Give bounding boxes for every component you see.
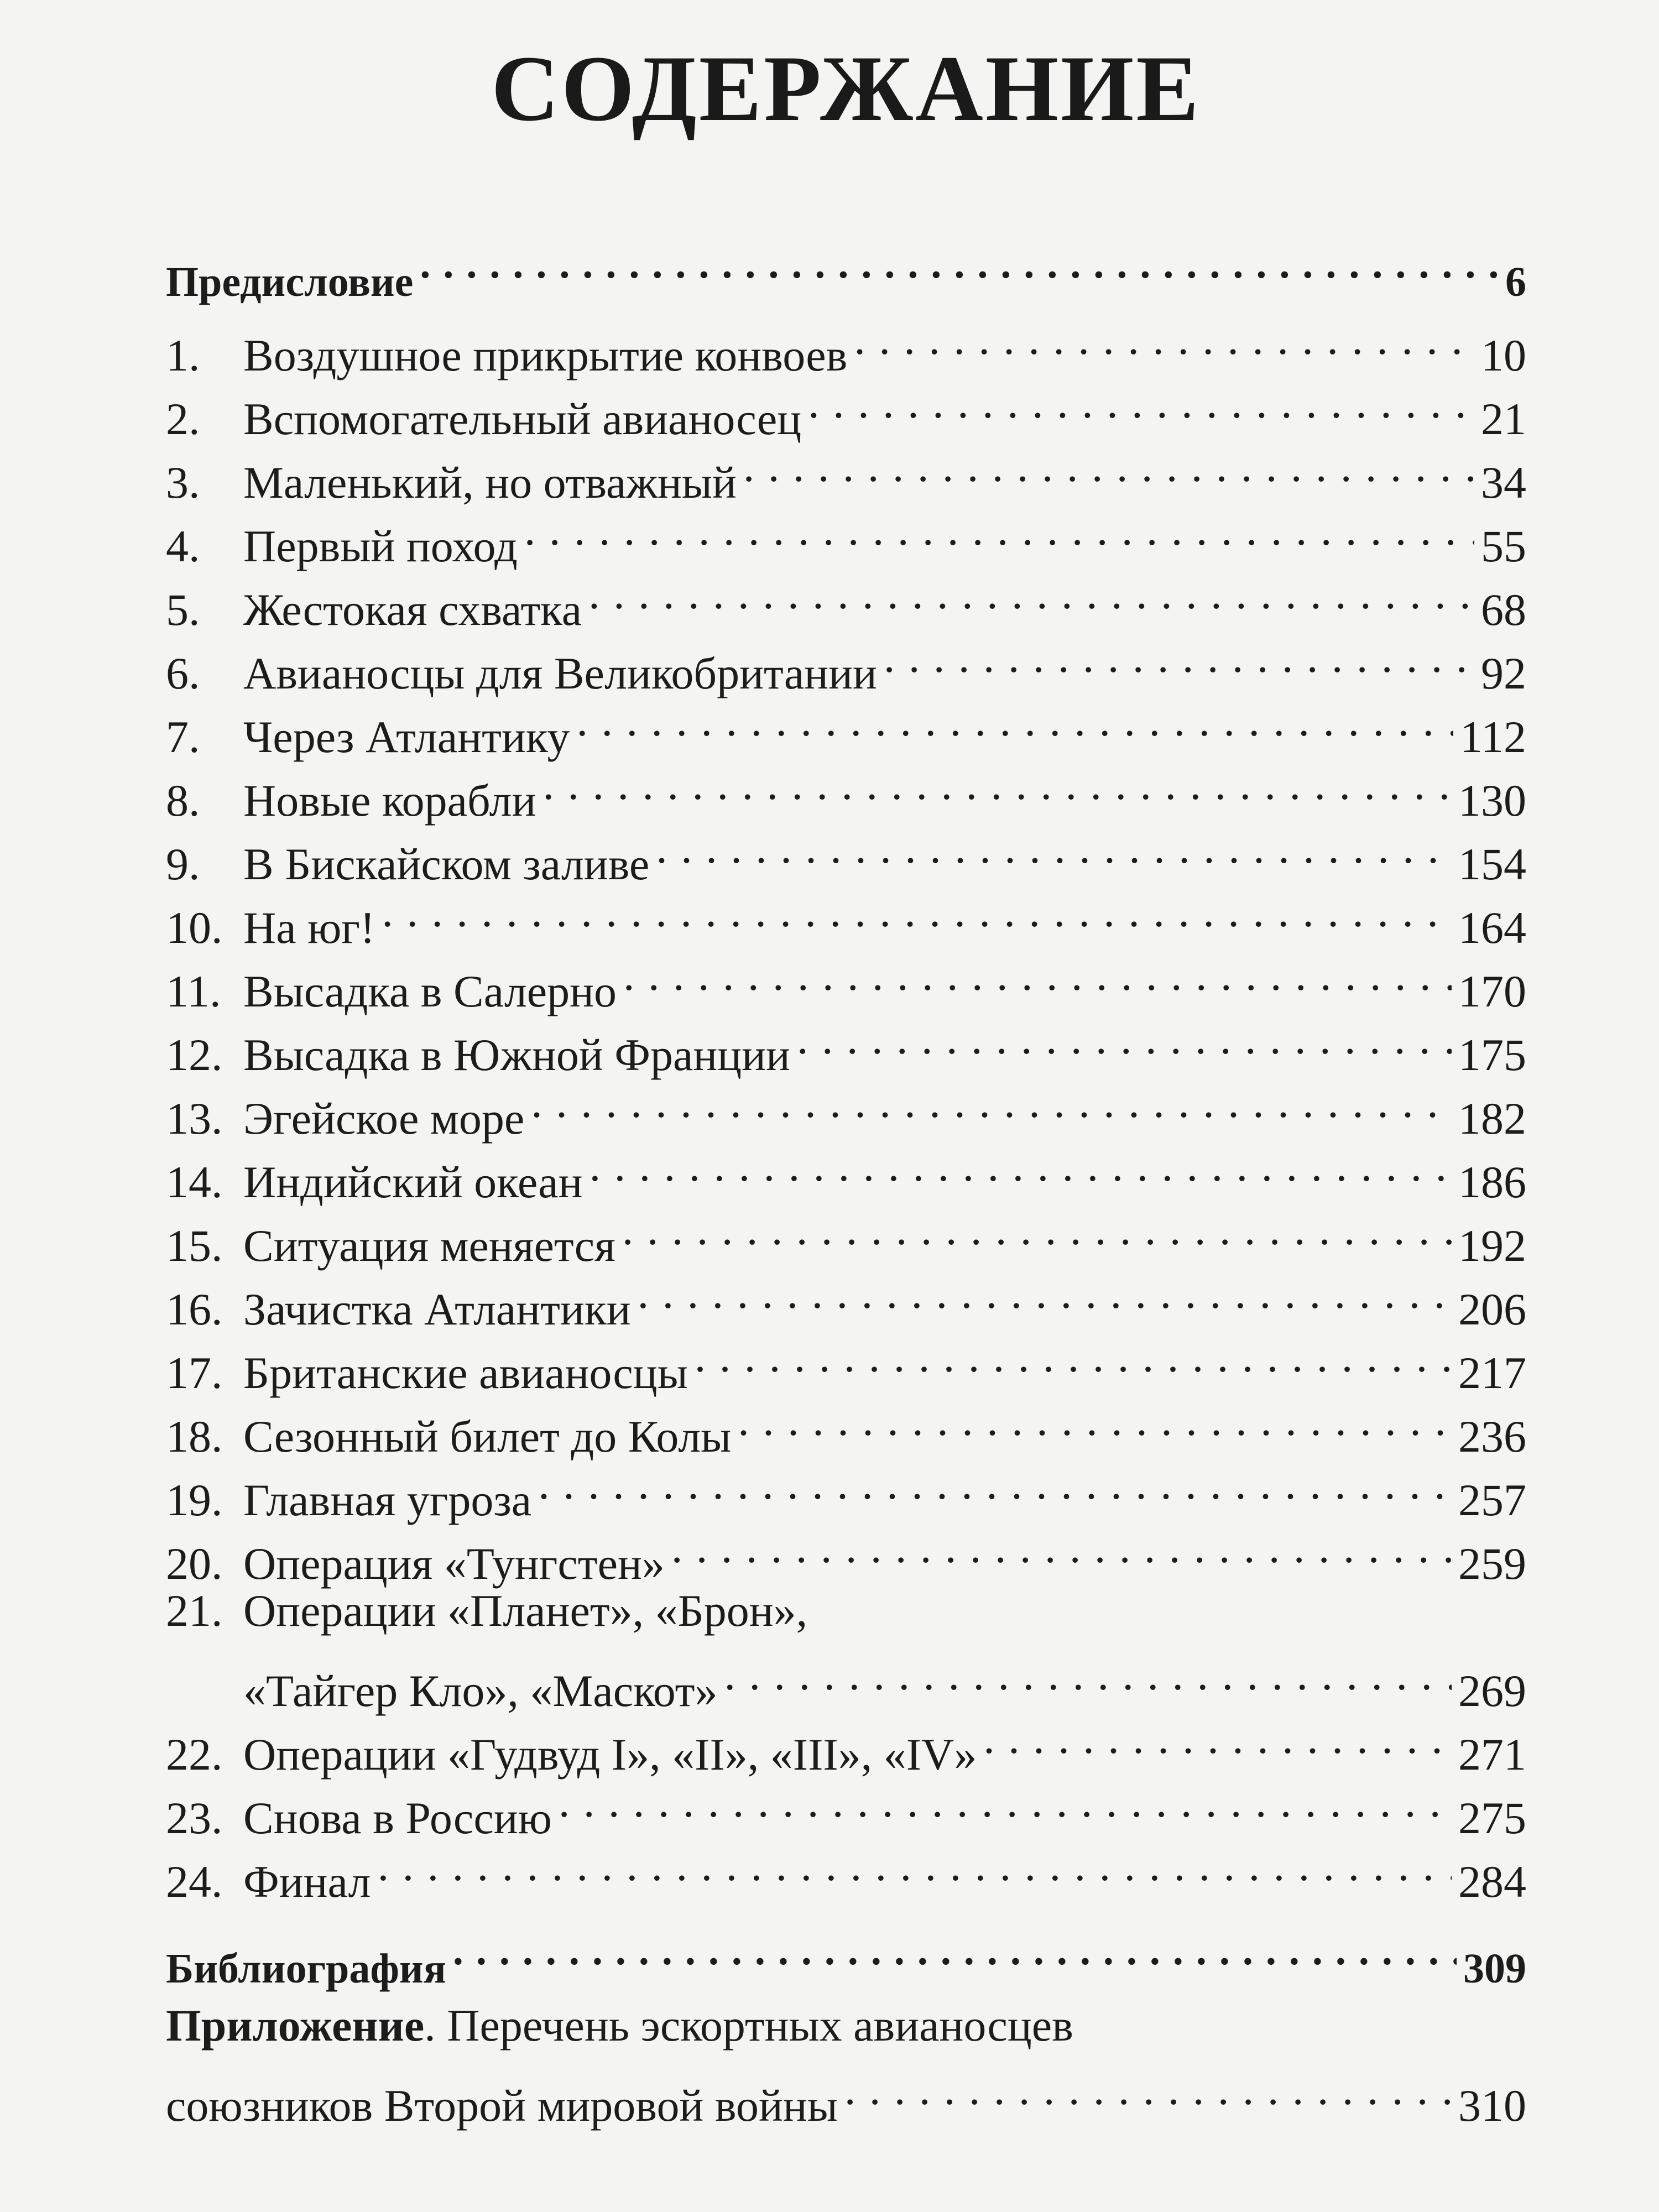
- chapter-number: 1.: [166, 330, 200, 380]
- toc-entry-label: Британские авианосцы: [243, 1348, 688, 1398]
- toc-entry-label: Предисловие: [166, 259, 414, 305]
- toc-entry-label: Сезонный билет до Колы: [243, 1411, 732, 1462]
- toc-page-number: 236: [1458, 1411, 1526, 1462]
- toc-page-number: 257: [1458, 1475, 1526, 1525]
- toc-page-number: 164: [1458, 902, 1526, 953]
- chapter-number: 11.: [166, 966, 221, 1016]
- book-page: [166, 22, 1526, 2190]
- appendix-label-rest: . Перечень эскортных авианосцев: [424, 2000, 1073, 2051]
- chapter-number: 17.: [166, 1348, 223, 1398]
- chapter-number: 5.: [166, 585, 200, 635]
- toc-entry-label: Операция «Тунгстен»: [243, 1538, 665, 1589]
- dot-leader: [854, 307, 1474, 371]
- dot-leader: [724, 1642, 1452, 1706]
- toc-page-number: 269: [1458, 1666, 1526, 1716]
- dot-leader: [656, 816, 1452, 879]
- toc-entry-label: В Бискайском заливе: [243, 839, 650, 889]
- toc-entry-bibliography[interactable]: [166, 1919, 1526, 1992]
- dot-leader: [538, 1452, 1452, 1515]
- toc-page-number: 92: [1481, 648, 1526, 698]
- chapter-number: 7.: [166, 712, 200, 762]
- toc-page-number: 130: [1458, 775, 1526, 826]
- dot-leader: [531, 1070, 1452, 1134]
- dot-leader: [622, 1197, 1452, 1261]
- toc-entry-label: Высадка в Южной Франции: [243, 1030, 790, 1080]
- toc-entry-label: Высадка в Салерно: [243, 966, 617, 1016]
- toc-page-number: 275: [1458, 1793, 1526, 1843]
- chapter-number: 20.: [166, 1538, 223, 1589]
- toc-page-number: 6: [1505, 259, 1526, 305]
- table-of-contents: [166, 232, 1526, 2131]
- toc-entry-label: Операции «Планет», «Брон»,: [243, 1585, 808, 1636]
- chapter-number: 14.: [166, 1157, 223, 1207]
- toc-entry-label: Финал: [243, 1856, 371, 1907]
- toc-page-number: 10: [1481, 330, 1526, 380]
- chapter-number: 21.: [166, 1585, 223, 1636]
- chapter-number: 4.: [166, 521, 200, 571]
- toc-entry-label: Эгейское море: [243, 1093, 525, 1144]
- chapter-number: 24.: [166, 1856, 223, 1907]
- chapter-number: 6.: [166, 648, 200, 698]
- dot-leader: [524, 498, 1474, 561]
- toc-entry-label: Через Атлантику: [243, 712, 570, 762]
- dot-leader: [453, 1919, 1457, 1983]
- dot-leader: [378, 1833, 1452, 1897]
- chapter-number: 19.: [166, 1475, 223, 1525]
- toc-page-number: 259: [1458, 1538, 1526, 1589]
- toc-page-number: 175: [1458, 1030, 1526, 1080]
- toc-page-number: 310: [1458, 2080, 1526, 2131]
- chapter-number: 10.: [166, 902, 223, 953]
- toc-entry-label: Новые корабли: [243, 775, 536, 826]
- dot-leader: [638, 1261, 1452, 1324]
- chapter-number: 22.: [166, 1729, 223, 1780]
- toc-entry-label: Вспомогательный авианосец: [243, 394, 802, 444]
- dot-leader: [808, 371, 1474, 434]
- dot-leader: [382, 879, 1452, 943]
- toc-entry-preface[interactable]: [166, 232, 1526, 305]
- toc-entry-label: Маленький, но отважный: [243, 457, 737, 508]
- toc-page-number: 271: [1458, 1729, 1526, 1780]
- toc-page-number: 112: [1460, 712, 1526, 762]
- toc-entry-label: На юг!: [243, 902, 375, 953]
- dot-leader: [589, 1134, 1452, 1197]
- toc-entry-label: Зачистка Атлантики: [243, 1284, 631, 1334]
- toc-page-number: 154: [1458, 839, 1526, 889]
- toc-page-number: 284: [1458, 1856, 1526, 1907]
- toc-page-number: 192: [1458, 1220, 1526, 1271]
- dot-leader: [695, 1324, 1452, 1388]
- dot-leader: [738, 1388, 1452, 1452]
- toc-page-number: 309: [1463, 1945, 1526, 1992]
- toc-entry-label: Снова в Россию: [243, 1793, 552, 1843]
- toc-page-number: 34: [1481, 457, 1526, 508]
- chapter-number: 18.: [166, 1411, 223, 1462]
- toc-entry-label: Авианосцы для Великобритании: [243, 648, 877, 698]
- dot-leader: [420, 232, 1499, 296]
- toc-entry-label: [166, 1994, 1073, 2057]
- toc-entry-appendix-line2[interactable]: [166, 2057, 1526, 2131]
- dot-leader: [671, 1515, 1452, 1579]
- chapter-list: [166, 307, 1526, 1589]
- dot-leader: [623, 943, 1452, 1006]
- toc-entry-label: Первый поход: [243, 521, 518, 571]
- toc-entry-label: союзников Второй мировой войны: [166, 2080, 838, 2131]
- toc-page-number: 217: [1458, 1348, 1526, 1398]
- chapter-number: 9.: [166, 839, 200, 889]
- toc-page-number: 55: [1481, 521, 1526, 571]
- toc-entry-label: Ситуация меняется: [243, 1220, 615, 1271]
- dot-leader: [844, 2057, 1452, 2121]
- chapter-number: 12.: [166, 1030, 223, 1080]
- toc-entry-label: Воздушное прикрытие конвоев: [243, 330, 848, 380]
- toc-entry-label: Индийский океан: [243, 1157, 583, 1207]
- chapter-number: 3.: [166, 457, 200, 508]
- toc-page-number: 68: [1481, 585, 1526, 635]
- appendix-label-bold: Приложение: [166, 2000, 425, 2051]
- toc-entry-label: Операции «Гудвуд I», «II», «III», «IV»: [243, 1729, 977, 1780]
- toc-entry-label: Главная угроза: [243, 1475, 532, 1525]
- toc-entry-chapter-21-line1[interactable]: [166, 1579, 1526, 1642]
- toc-entry-label: Библиография: [166, 1945, 446, 1992]
- toc-page-number: 186: [1458, 1157, 1526, 1207]
- dot-leader: [743, 434, 1474, 498]
- chapter-number: 2.: [166, 394, 200, 444]
- toc-page-number: 206: [1458, 1284, 1526, 1334]
- toc-entry-chapter-21-line2[interactable]: [166, 1642, 1526, 1716]
- toc-page-number: 182: [1458, 1093, 1526, 1144]
- dot-leader: [884, 625, 1474, 688]
- dot-leader: [983, 1706, 1452, 1770]
- dot-leader: [588, 561, 1474, 625]
- chapter-list-tail: [166, 1706, 1526, 1907]
- dot-leader: [577, 688, 1454, 752]
- chapter-number: 13.: [166, 1093, 223, 1144]
- toc-entry-chapter[interactable]: [166, 307, 1526, 380]
- toc-entry-appendix-line1[interactable]: [166, 1994, 1526, 2057]
- toc-entry-label: Жестокая схватка: [243, 585, 582, 635]
- chapter-number: 8.: [166, 775, 200, 826]
- dot-leader: [542, 752, 1452, 816]
- dot-leader: [559, 1770, 1452, 1833]
- toc-page-number: 170: [1458, 966, 1526, 1016]
- toc-entry-label: «Тайгер Кло», «Маскот»: [243, 1666, 718, 1716]
- toc-page-number: 21: [1481, 394, 1526, 444]
- chapter-number: 15.: [166, 1220, 223, 1271]
- page-title: СОДЕРЖАНИЕ: [491, 36, 1201, 140]
- dot-leader: [797, 1006, 1452, 1070]
- chapter-number: 23.: [166, 1793, 223, 1843]
- chapter-number: 16.: [166, 1284, 223, 1334]
